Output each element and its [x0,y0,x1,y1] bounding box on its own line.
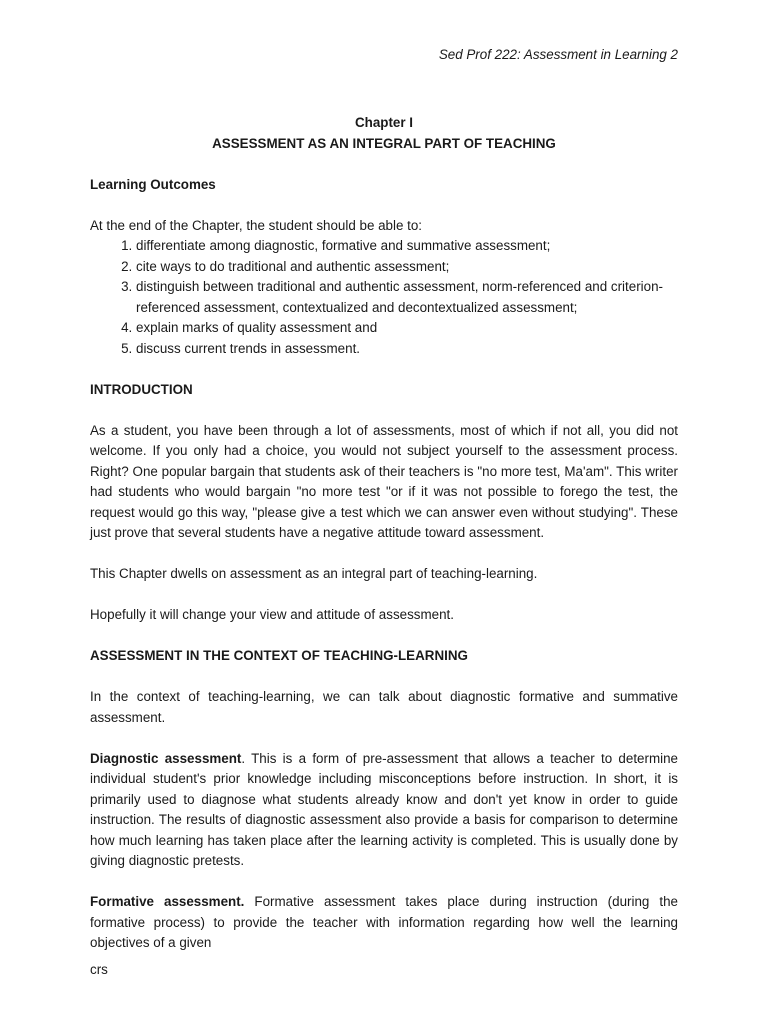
context-paragraph: In the context of teaching-learning, we can talk about diagnostic formative and summative assessment. [90,689,678,725]
footer-initials: crs [90,962,108,977]
formative-assessment-text: Formative assessment takes place during instruction (during the formative process) to provide the teacher with information regarding how well the learning objectives of a given [90,894,678,950]
chapter-focus-paragraph: This Chapter dwells on assessment as an integral part of teaching-learning. [90,566,538,581]
closing-paragraph: Hopefully it will change your view and attitude of assessment. [90,607,454,622]
course-header: Sed Prof 222: Assessment in Learning 2 [438,47,678,62]
introduction-heading: INTRODUCTION [90,381,193,397]
chapter-label: Chapter I [354,115,414,130]
outcome-item: 4. explain marks of quality assessment and [136,318,678,339]
formative-assessment-paragraph [90,892,678,954]
outcome-item: 5. discuss current trends in assessment. [136,339,678,360]
learning-outcomes-list [90,236,678,359]
outcome-item: 3. distinguish between traditional and authentic assessment, norm-referenced and criterion-referenced assessment, contextualized and decontextualized assessment; [136,277,678,318]
learning-outcomes-intro: At the end of the Chapter, the student should be able to: [90,217,423,233]
introduction-paragraph: As a student, you have been through a lot of assessments, most of which if not all, you did not welcome. If you only had a choice, you would not subject yourself to the assessment process. Right? One popular bargain that students ask of their teachers is "no more test, Ma'am". This writer had students who would bargain "no more test "or if it was not possible to forego the test, the request would go this way, "please give a test which we can answer even without studying". These just prove that several students have a negative attitude toward assessment. [90,422,678,540]
diagnostic-assessment-text: . This is a form of pre-assessment that allows a teacher to determine individual student's prior knowledge including misconceptions before instruction. In short, it is primarily used to diagnose what students already know and don't yet know in order to guide instruction. The results of diagnostic assessment also provide a basis for comparison to determine how much learning has taken place after the learning activity is completed. This is usually done by giving diagnostic pretests. [90,750,678,868]
outcome-item: 2. cite ways to do traditional and authentic assessment; [136,257,678,278]
diagnostic-assessment-paragraph [90,749,678,872]
context-section-heading: ASSESSMENT IN THE CONTEXT OF TEACHING-LEARNING [90,648,468,663]
outcome-item: 1. differentiate among diagnostic, formative and summative assessment; [136,236,678,257]
formative-assessment-term: Formative assessment. [90,894,245,909]
learning-outcomes-heading: Learning Outcomes [90,176,216,192]
page-content [90,113,678,954]
chapter-title: ASSESSMENT AS AN INTEGRAL PART OF TEACHING [212,135,556,151]
diagnostic-assessment-term: Diagnostic assessment [90,750,242,766]
